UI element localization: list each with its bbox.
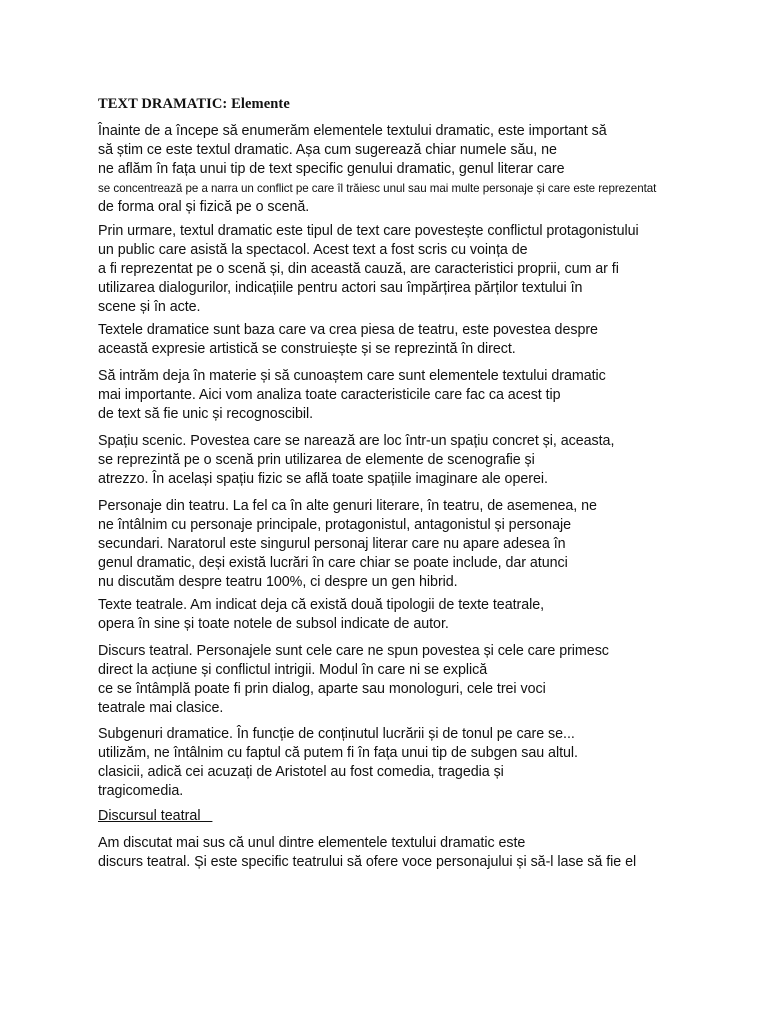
paragraph-line: nu discutăm despre teatru 100%, ci despre un gen hibrid. xyxy=(98,574,458,590)
paragraph-line: secundari. Naratorul este singurul personaj literar care nu apare adesea în xyxy=(98,536,566,552)
paragraph-theatrical-discourse xyxy=(98,642,609,718)
paragraph-line: se reprezintă pe o scenă prin utilizarea de elemente de scenografie și xyxy=(98,452,535,468)
paragraph-line: teatrale mai clasice. xyxy=(98,700,224,716)
paragraph-line: tragicomedia. xyxy=(98,783,184,799)
paragraph-line: Textele dramatice sunt baza care va crea piesa de teatru, este povestea despre xyxy=(98,322,598,338)
paragraph-line: Înainte de a începe să enumerăm elementele textului dramatic, este important să xyxy=(98,123,607,139)
paragraph-line: utilizăm, ne întâlnim cu faptul că putem fi în fața unui tip de subgen sau altul. xyxy=(98,745,578,761)
paragraph-line: Personaje din teatru. La fel ca în alte genuri literare, în teatru, de asemenea, ne xyxy=(98,498,597,514)
paragraph-line: opera în sine și toate notele de subsol indicate de autor. xyxy=(98,616,449,632)
paragraph-line: genul dramatic, deși există lucrări în care chiar se poate include, dar atunci xyxy=(98,555,568,571)
paragraph-intro xyxy=(98,122,656,217)
paragraph-line: Prin urmare, textul dramatic este tipul de text care povestește conflictul protagonistului xyxy=(98,223,639,239)
paragraph-line: atrezzo. În același spațiu fizic se află toate spațiile imaginare ale operei. xyxy=(98,471,548,487)
section-heading: Discursul teatral xyxy=(98,808,213,824)
paragraph-line: Spațiu scenic. Povestea care se narează are loc într-un spațiu concret și, aceasta, xyxy=(98,433,615,449)
paragraph-line: un public care asistă la spectacol. Acest text a fost scris cu voința de xyxy=(98,242,528,258)
paragraph-line: scene și în acte. xyxy=(98,299,201,315)
paragraph-line: a fi reprezentat pe o scenă și, din această cauză, are caracteristici proprii, cum ar fi xyxy=(98,261,619,277)
paragraph-theatrical-texts xyxy=(98,596,544,634)
paragraph-line: ne aflăm în fața unui tip de text specific genului dramatic, genul literar care xyxy=(98,161,565,177)
paragraph-characters xyxy=(98,497,597,592)
paragraph-line: de text să fie unic și recognoscibil. xyxy=(98,406,314,422)
paragraph-line: să știm ce este textul dramatic. Așa cum sugerează chiar numele său, ne xyxy=(98,142,557,158)
paragraph-subgenres xyxy=(98,725,578,801)
paragraph-line: mai importante. Aici vom analiza toate caracteristicile care fac ca acest tip xyxy=(98,387,561,403)
paragraph-line: de forma oral și fizică pe o scenă. xyxy=(98,199,310,215)
paragraph-line: Texte teatrale. Am indicat deja că există două tipologii de texte teatrale, xyxy=(98,597,545,613)
paragraph-line: ce se întâmplă poate fi prin dialog, aparte sau monologuri, cele trei voci xyxy=(98,681,546,697)
paragraph-line: această expresie artistică se construiește și se reprezintă în direct. xyxy=(98,341,516,357)
paragraph-basis xyxy=(98,321,598,359)
paragraph-discourse-detail xyxy=(98,834,636,872)
paragraph-definition xyxy=(98,222,639,317)
paragraph-line: ne întâlnim cu personaje principale, protagonistul, antagonistul și personaje xyxy=(98,517,572,533)
paragraph-line: direct la acțiune și conflictul intrigii. Modul în care ni se explică xyxy=(98,662,488,678)
paragraph-elements-intro xyxy=(98,367,606,424)
paragraph-line: Discurs teatral. Personajele sunt cele care ne spun povestea și cele care primesc xyxy=(98,643,609,659)
paragraph-line: utilizarea dialogurilor, indicațiile pentru actori sau împărțirea părților textului în xyxy=(98,280,583,296)
document-title: TEXT DRAMATIC: Elemente xyxy=(98,96,290,112)
paragraph-line: Subgenuri dramatice. În funcție de conținutul lucrării și de tonul pe care se... xyxy=(98,726,575,742)
paragraph-line: clasicii, adică cei acuzați de Aristotel au fost comedia, tragedia și xyxy=(98,764,504,780)
paragraph-line: Să intrăm deja în materie și să cunoaștem care sunt elementele textului dramatic xyxy=(98,368,606,384)
paragraph-line: Am discutat mai sus că unul dintre elementele textului dramatic este xyxy=(98,835,526,851)
paragraph-scenic-space xyxy=(98,432,614,489)
paragraph-line: se concentrează pe a narra un conflict pe care îl trăiesc unul sau mai multe personaje și care este reprezentat xyxy=(98,182,657,195)
paragraph-line: discurs teatral. Și este specific teatrului să ofere voce personajului și să-l lase să fie el xyxy=(98,854,637,870)
